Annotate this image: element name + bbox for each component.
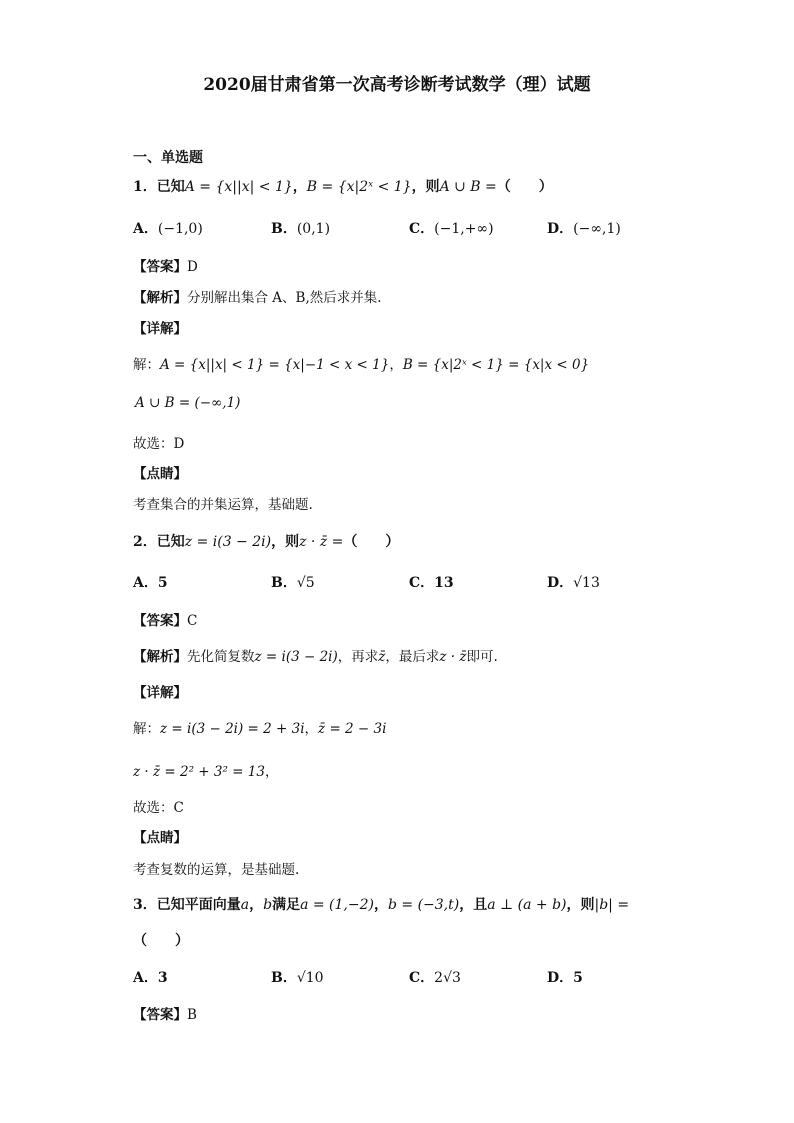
q1-detail-tag: 【详解】 [133,321,187,337]
q3-option-d: D．5 [547,970,583,986]
q3-option-b: B．√10 [271,970,324,986]
question-2-stem: 2．已知z = i(3 − 2i)，则z · z̄ =（ ） [133,534,400,550]
q2-answer: 【答案】C [133,613,198,629]
q3-answer: 【答案】B [133,1007,197,1023]
q1-choose: 故选：D [133,436,185,452]
q2-detail-tag: 【详解】 [133,685,187,701]
q1-option-c: C．(−1,+∞) [409,221,494,237]
q2-choose: 故选：C [133,800,184,816]
q1-sep: ， [292,179,307,195]
q2-detail-line2: z · z̄ = 2² + 3² = 13， [133,764,279,780]
q1-set-a: A = {x||x| < 1} [184,179,293,195]
q1-comment: 考查集合的并集运算，基础题. [133,497,313,513]
q1-paren: （ ） [496,179,553,195]
q1-mid: ，则 [411,179,440,195]
q2-option-c: C．13 [409,575,454,591]
q1-option-d: D．(−∞,1) [547,221,621,237]
q1-option-b: B．(0,1) [271,221,331,237]
q2-detail-line1: 解：z = i(3 − 2i) = 2 + 3i，z̄ = 2 − 3i [133,721,387,737]
q1-detail-line2: A ∪ B = (−∞,1) [135,395,241,411]
section-heading: 一、单选题 [133,150,203,166]
page-title: 2020届甘肃省第一次高考诊断考试数学（理）试题 [203,75,591,95]
q1-set-b: B = {x|2ˣ < 1} [306,179,412,195]
q2-option-a: A．5 [133,575,168,591]
q1-comment-tag: 【点睛】 [133,466,187,482]
q1-detail-line1: 解：A = {x||x| < 1} = {x|−1 < x < 1}，B = {x|2ˣ < 1} = {x|x < 0} [133,357,590,373]
q1-union: A ∪ B = [439,179,497,195]
question-3-stem: 3．已知平面向量a，b满足a = (1,−2)，b = (−3,t)，且a ⊥ (a + b)，则|b| = [133,897,630,913]
q2-analysis: 【解析】先化简复数z = i(3 − 2i)，再求z̄，最后求z · z̄即可. [133,649,498,665]
question-1-stem [133,176,553,196]
q3-paren: （ ） [133,933,189,949]
q1-prefix: 1．已知 [133,179,185,195]
q2-option-d: D．√13 [547,575,600,591]
q1-analysis: 【解析】分别解出集合 A、B,然后求并集. [133,290,382,306]
q3-option-a: A．3 [133,970,168,986]
q1-option-a: A．(−1,0) [133,221,203,237]
q2-option-b: B．√5 [271,575,315,591]
q1-answer: 【答案】D [133,259,198,275]
q2-comment: 考查复数的运算，是基础题. [133,862,300,878]
q2-comment-tag: 【点睛】 [133,830,187,846]
q3-option-c: C．2√3 [409,970,461,986]
